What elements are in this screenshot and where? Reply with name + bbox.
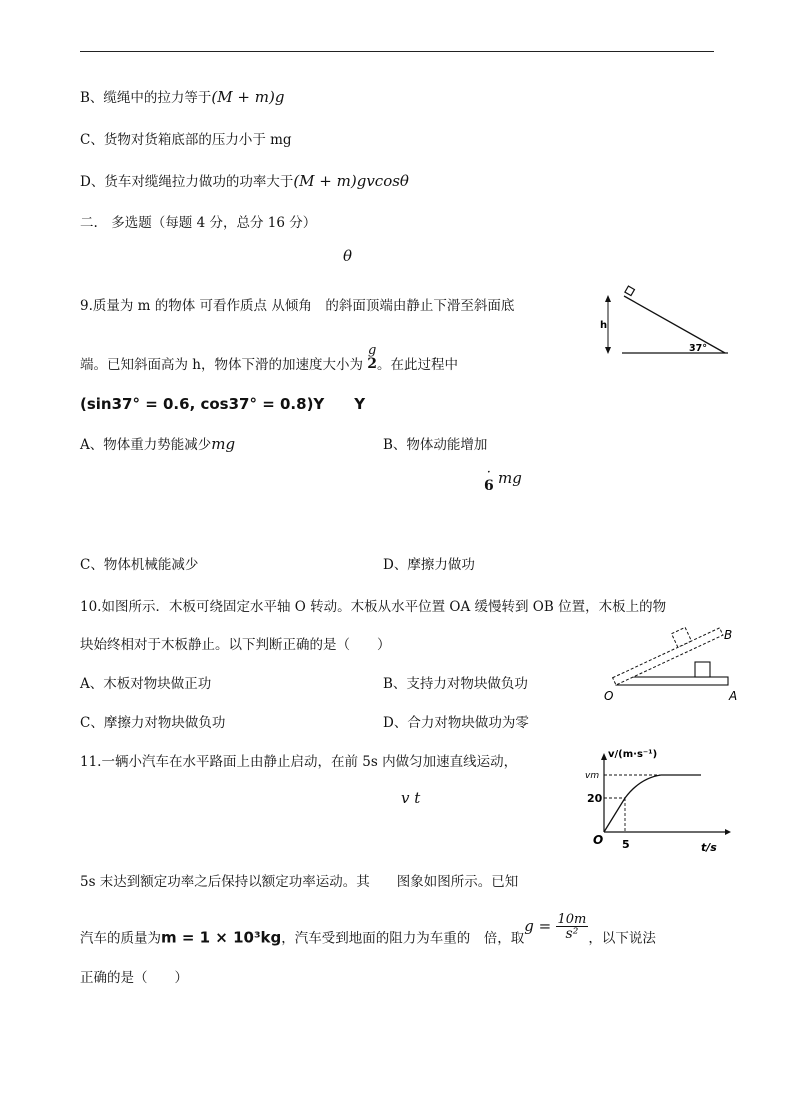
graph-20-label: 20 (587, 792, 603, 805)
q9-sixth-num: · (486, 465, 491, 480)
section-title: 二. 多选题（每题 4 分，总分 16 分） (80, 215, 317, 231)
q9-sixth-frac (484, 466, 494, 493)
q9-line2-text: 端。已知斜面高为 h，物体下滑的加速度大小为 (80, 357, 363, 373)
v-axis-arrow (601, 753, 607, 760)
q9-fraction-num: g (368, 343, 377, 358)
board-horizontal (616, 677, 728, 685)
q9-line1: 9.质量为 m 的物体 可看作质点 从倾角 的斜面顶端由静止下滑至斜面底 (80, 298, 515, 314)
q9-sixth-tail: mg (498, 469, 522, 487)
q10-option-b: B、支持力对物块做负功 (383, 676, 528, 692)
velocity-curve (604, 775, 701, 832)
q10-option-d: D、合力对物块做功为零 (383, 715, 529, 731)
graph-origin: O (593, 833, 604, 847)
q9-sixth-den: 6 (484, 478, 494, 494)
q11-line4: 正确的是（ ） (80, 970, 188, 986)
q9-line2 (80, 343, 459, 379)
q11-g-den: s² (565, 926, 579, 942)
q10-line2: 块始终相对于木板静止。以下判断正确的是（ ） (80, 637, 391, 653)
q9-line2-end: 。在此过程中 (377, 357, 459, 373)
q9-option-a-text: A、物体重力势能减少 (80, 437, 212, 453)
graph-ylabel: v/(m·s⁻¹) (608, 749, 658, 760)
graph-vm-label: vm (585, 771, 600, 781)
fig-label-h: h (600, 320, 608, 331)
fig-label-a: A (729, 689, 738, 703)
incline-figure (598, 284, 734, 360)
q9-option-a (80, 433, 235, 453)
vt-graph (584, 748, 734, 854)
q9-option-c: C、物体机械能减少 (80, 557, 199, 573)
graph-5-label: 5 (622, 838, 630, 851)
q8-option-d (80, 170, 409, 190)
q11-line3-end: ，以下说法 (588, 930, 656, 947)
q11-g-fraction (556, 913, 589, 941)
block-on-board (695, 662, 710, 677)
q10-option-c: C、摩擦力对物块做负功 (80, 715, 226, 731)
q11-g-num: 10m (557, 912, 587, 927)
q11-vt: v t (401, 789, 421, 807)
height-arrow-top (605, 295, 611, 302)
fig-label-angle: 37° (689, 343, 707, 354)
q8-option-b (80, 86, 284, 106)
q8-option-d-text: D、货车对缆绳拉力做功的功率大于 (80, 174, 294, 190)
t-axis-arrow (725, 829, 731, 835)
q11-line3-mid: ，汽车受到地面的阻力为车重的 倍，取 (281, 930, 525, 947)
incline-block (625, 286, 635, 296)
fig-label-b: B (724, 628, 733, 642)
q11-line3 (80, 912, 656, 953)
q11-line1: 11.一辆小汽车在水平路面上由静止启动，在前 5s 内做匀加速直线运动， (80, 754, 518, 770)
q11-g-lhs: g = (524, 916, 552, 935)
q9-fraction-den: 2 (367, 356, 378, 372)
q11-line2: 5s 末达到额定功率之后保持以额定功率运动。其 图象如图所示。已知 (80, 874, 519, 890)
q8-option-d-math: (M + m)gvcosθ (293, 172, 409, 190)
q10-line1: 10.如图所示．木板可绕固定水平轴 O 转动。木板从水平位置 OA 缓慢转到 OB 位置，木板上的物 (80, 599, 667, 615)
q9-option-d: D、摩擦力做功 (383, 557, 475, 573)
height-arrow-bottom (605, 347, 611, 354)
q8-option-b-math: (M + m)g (211, 88, 285, 106)
q9-option-b: B、物体动能增加 (383, 437, 488, 453)
q8-option-c: C、货物对货箱底部的压力小于 mg (80, 132, 292, 148)
q9-fraction (367, 344, 377, 371)
q9-fraction-sixth (484, 466, 522, 493)
q11-line3-text: 汽车的质量为 (80, 930, 161, 947)
incline-slope (624, 296, 725, 353)
fig-label-o: O (604, 689, 614, 703)
q9-option-a-math: mg (211, 435, 236, 453)
q10-option-a: A、木板对物块做正功 (80, 676, 212, 692)
q9-given: (sin37° = 0.6, cos37° = 0.8)Y Y (80, 395, 366, 413)
q9-theta: θ (343, 247, 353, 265)
header-rule (80, 51, 714, 52)
q8-option-b-text: B、缆绳中的拉力等于 (80, 90, 212, 106)
graph-xlabel: t/s (701, 841, 717, 854)
q11-mass: m = 1 × 10³kg (161, 928, 282, 947)
board-figure (600, 622, 744, 704)
